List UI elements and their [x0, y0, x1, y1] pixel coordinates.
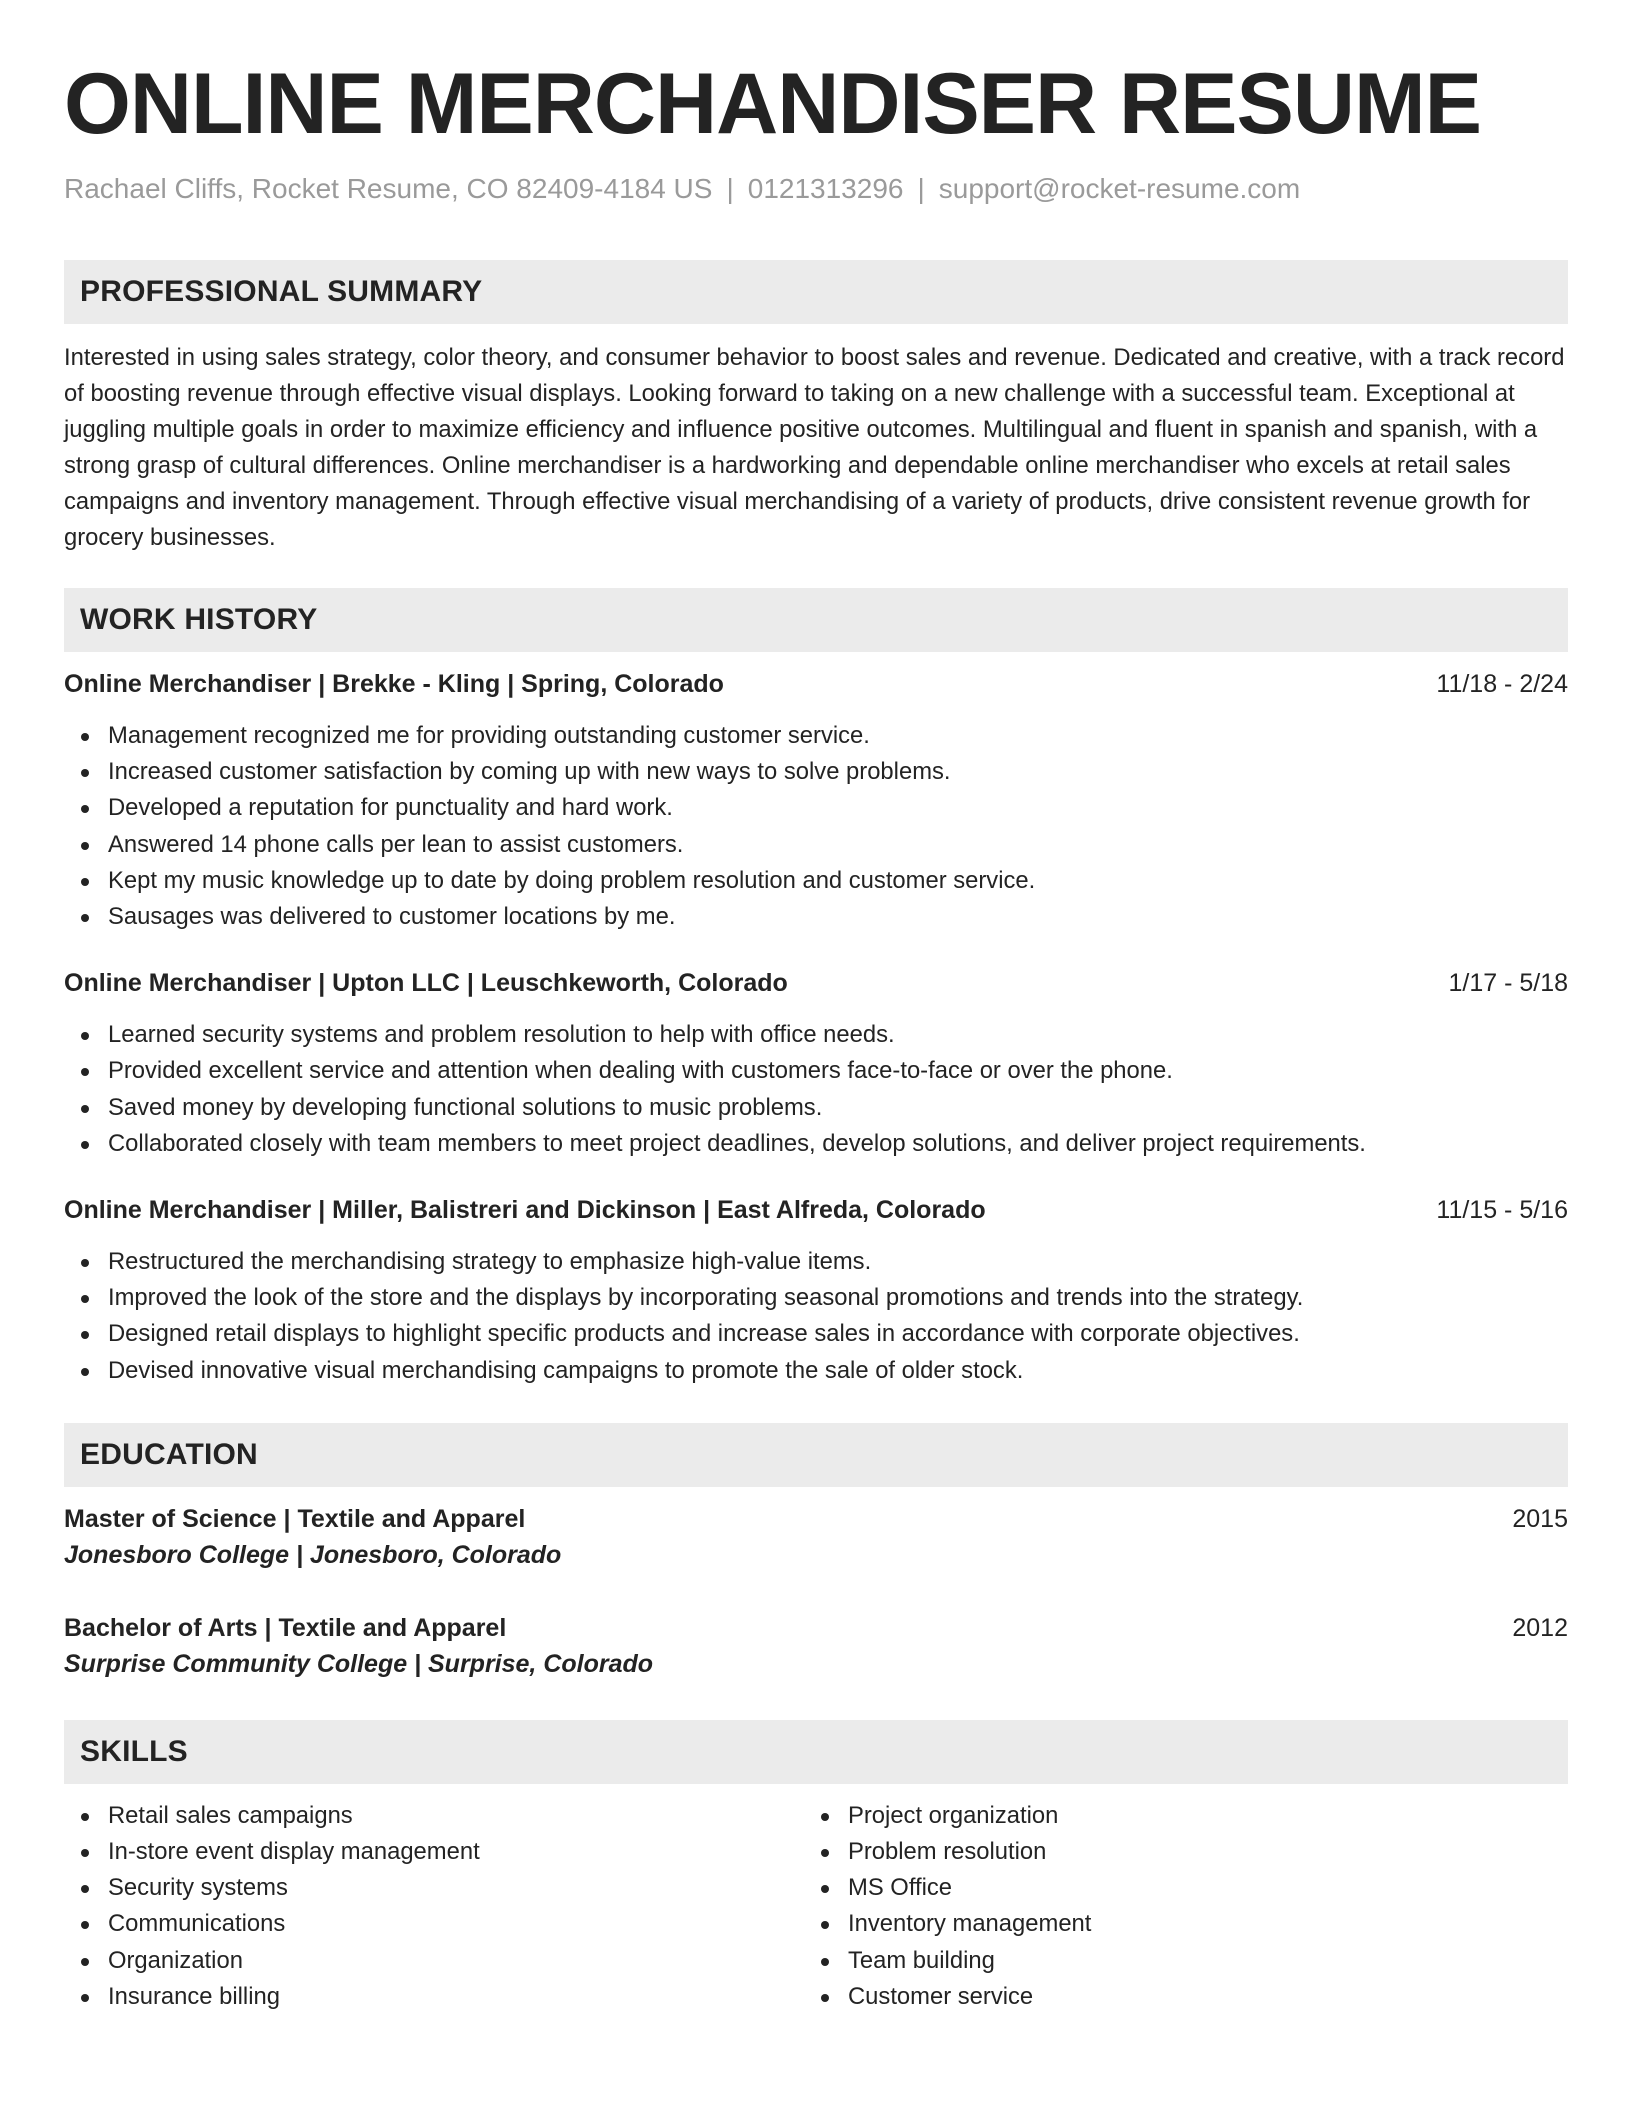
job-title: Online Merchandiser | Upton LLC | Leuschkeworth, Colorado: [64, 969, 788, 998]
school-name: Surprise Community College | Surprise, Colorado: [64, 1649, 654, 1678]
school-name: Jonesboro College | Jonesboro, Colorado: [64, 1540, 562, 1569]
job-bullet: Designed retail displays to highlight specific products and increase sales in accordance with corporate objectives.: [64, 1316, 1568, 1352]
skill-item: Communications: [64, 1906, 804, 1942]
skill-item: MS Office: [804, 1870, 1544, 1906]
job-dates: 11/18 - 2/24: [1436, 670, 1568, 698]
contact-separator: |: [917, 173, 925, 204]
skill-item: Problem resolution: [804, 1834, 1544, 1870]
job-dates: 1/17 - 5/18: [1448, 969, 1568, 998]
skill-item: Security systems: [64, 1870, 804, 1906]
contact-address: Rachael Cliffs, Rocket Resume, CO 82409-4184 US: [64, 173, 713, 204]
job-header: [64, 1192, 1568, 1228]
job-bullet: Increased customer satisfaction by coming up with new ways to solve problems.: [64, 754, 1568, 790]
job-entry: [64, 1192, 1568, 1389]
job-dates: 11/15 - 5/16: [1436, 1196, 1568, 1225]
skill-item: Inventory management: [804, 1906, 1544, 1942]
skill-item: In-store event display management: [64, 1834, 804, 1870]
job-bullet: Developed a reputation for punctuality and hard work.: [64, 790, 1568, 826]
skill-item: Team building: [804, 1943, 1544, 1979]
job-bullet: Management recognized me for providing outstanding customer service.: [64, 718, 1568, 754]
job-bullet: Collaborated closely with team members to meet project deadlines, develop solutions, and deliver project requirements.: [64, 1126, 1568, 1162]
job-bullet: Kept my music knowledge up to date by doing problem resolution and customer service.: [64, 863, 1568, 899]
degree-title: Master of Science | Textile and Apparel: [64, 1504, 526, 1533]
skill-item: Project organization: [804, 1798, 1544, 1834]
degree-year: 2012: [1512, 1613, 1568, 1642]
skill-item: Customer service: [804, 1979, 1544, 2015]
contact-line: [64, 172, 1568, 206]
degree-year: 2015: [1512, 1504, 1568, 1533]
job-entry: [64, 666, 1568, 935]
job-bullet: Saved money by developing functional solutions to music problems.: [64, 1090, 1568, 1126]
degree-title: Bachelor of Arts | Textile and Apparel: [64, 1613, 507, 1642]
skill-item: Retail sales campaigns: [64, 1798, 804, 1834]
section-header-summary: PROFESSIONAL SUMMARY: [64, 260, 1568, 324]
contact-phone: 0121313296: [747, 173, 904, 204]
skills-column-left: [64, 1798, 804, 2015]
job-bullet: Learned security systems and problem resolution to help with office needs.: [64, 1017, 1568, 1053]
skills-column-right: [804, 1798, 1544, 2015]
section-header-skills: SKILLS: [64, 1720, 1568, 1784]
resume-title: ONLINE MERCHANDISER RESUME: [64, 56, 1481, 152]
section-header-work-history: WORK HISTORY: [64, 588, 1568, 652]
job-bullet: Devised innovative visual merchandising campaigns to promote the sale of older stock.: [64, 1353, 1568, 1389]
education-header: [64, 1501, 1568, 1537]
education-entry: [64, 1501, 1568, 1573]
contact-separator: |: [726, 173, 734, 204]
job-bullet: Provided excellent service and attention when dealing with customers face-to-face or over the phone.: [64, 1053, 1568, 1089]
education-entry: [64, 1610, 1568, 1682]
job-bullets: [64, 1017, 1568, 1162]
section-header-education: EDUCATION: [64, 1423, 1568, 1487]
job-header: [64, 666, 1568, 702]
job-bullet: Restructured the merchandising strategy to emphasize high-value items.: [64, 1244, 1568, 1280]
job-bullet: Answered 14 phone calls per lean to assist customers.: [64, 827, 1568, 863]
education-header: [64, 1610, 1568, 1646]
skill-item: Insurance billing: [64, 1979, 804, 2015]
job-header: [64, 965, 1568, 1001]
job-bullet: Improved the look of the store and the displays by incorporating seasonal promotions and trends into the strategy.: [64, 1280, 1568, 1316]
job-title: Online Merchandiser | Brekke - Kling | Spring, Colorado: [64, 670, 724, 698]
skills-grid: [64, 1798, 1568, 2015]
job-title: Online Merchandiser | Miller, Balistreri and Dickinson | East Alfreda, Colorado: [64, 1196, 986, 1225]
summary-text: Interested in using sales strategy, color theory, and consumer behavior to boost sales and revenue. Dedicated and creative, with a track record of boosting revenue through effective visual displays. Looking forward to taking on a new challenge with a successful team. Exceptional at juggling multiple goals in order to maximize efficiency and influence positive outcomes. Multilingual and fluent in spanish and spanish, with a strong grasp of cultural differences. Online merchandiser is a hardworking and dependable online merchandiser who excels at retail sales campaigns and inventory management. Through effective visual merchandising of a variety of products, drive consistent revenue growth for grocery businesses.: [64, 344, 1565, 551]
contact-email: support@rocket-resume.com: [938, 173, 1301, 204]
job-entry: [64, 965, 1568, 1162]
job-bullets: [64, 718, 1568, 935]
job-bullets: [64, 1244, 1568, 1389]
job-bullet: Sausages was delivered to customer locations by me.: [64, 899, 1568, 935]
skill-item: Organization: [64, 1943, 804, 1979]
